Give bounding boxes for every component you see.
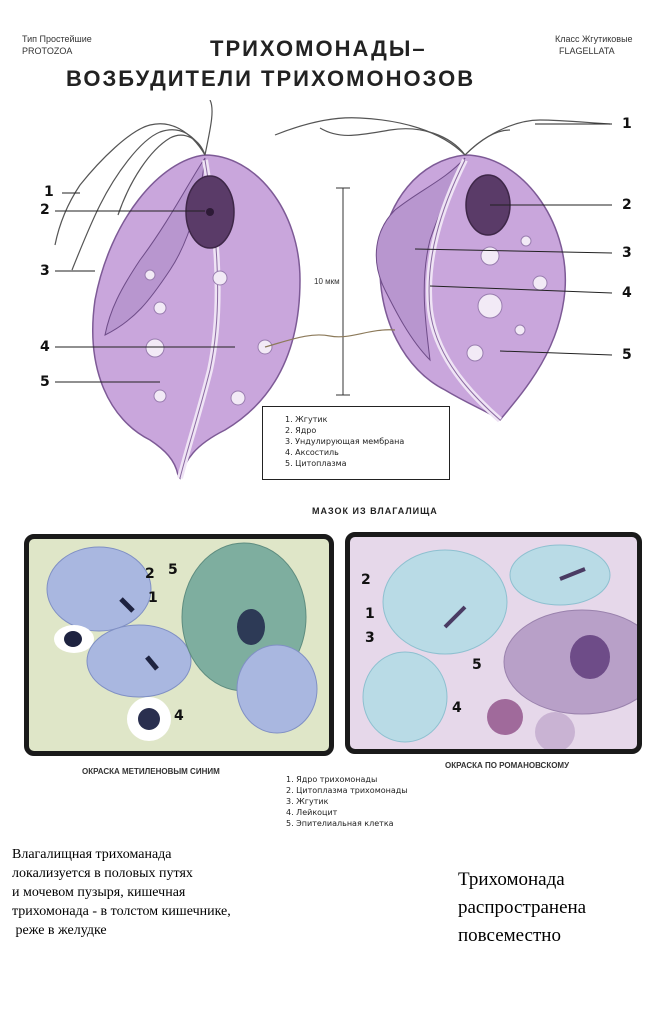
- title-line-2: ВОЗБУДИТЕЛИ ТРИХОМОНОЗОВ: [66, 66, 476, 91]
- class-label-ru: Класс Жгутиковые: [555, 34, 633, 44]
- micrograph-right-drawing: [350, 537, 637, 749]
- label-3-left: 3: [40, 263, 50, 279]
- label-3-right: 3: [622, 245, 632, 261]
- micro-right-label-5: 5: [472, 657, 482, 673]
- label-2-left: 2: [40, 202, 50, 218]
- smear-title: МАЗОК ИЗ ВЛАГАЛИЩА: [312, 506, 438, 516]
- legend-top-item: 4. Аксостиль: [285, 448, 339, 457]
- micro-left-label-2: 2: [145, 566, 155, 582]
- note-distribution: [458, 866, 586, 950]
- legend-bottom-item: 4. Лейкоцит: [286, 808, 338, 817]
- legend-top-item: 3. Ундулирующая мембрана: [285, 437, 405, 446]
- legend-top-item: 1. Жгутик: [285, 415, 328, 424]
- title-line-1: ТРИХОМОНАДЫ–: [210, 36, 427, 61]
- scale-bar: [336, 188, 350, 395]
- note-line: реже в желудке: [12, 923, 107, 938]
- label-1-left: 1: [44, 184, 54, 200]
- micro-left-label-5: 5: [168, 562, 178, 578]
- note-line: локализуется в половых путях: [12, 866, 193, 881]
- micro-right-label-1: 1: [365, 606, 375, 622]
- legend-bottom-item: 1. Ядро трихомонады: [286, 775, 378, 784]
- stain-caption-left: ОКРАСКА МЕТИЛЕНОВЫМ СИНИМ: [82, 767, 220, 776]
- legend-top-item: 5. Цитоплазма: [285, 459, 347, 468]
- stain-caption-right: ОКРАСКА ПО РОМАНОВСКОМУ: [445, 761, 570, 770]
- label-5-left: 5: [40, 374, 50, 390]
- micro-left-label-1: 1: [148, 590, 158, 606]
- legend-top: [262, 406, 450, 480]
- legend-top-item: 2. Ядро: [285, 426, 317, 435]
- note-line: трихомонада - в толстом кишечнике,: [12, 904, 231, 919]
- class-label-lat: FLAGELLATA: [559, 46, 615, 56]
- type-label-ru: Тип Простейшие: [22, 34, 92, 44]
- label-1-right: 1: [622, 116, 632, 132]
- label-4-right: 4: [622, 285, 632, 301]
- micro-left-label-4: 4: [174, 708, 184, 724]
- legend-bottom-item: 5. Эпителиальная клетка: [286, 819, 394, 828]
- label-5-right: 5: [622, 347, 632, 363]
- note-line: распространена: [458, 897, 587, 918]
- scale-label: 10 мкм: [314, 277, 340, 286]
- label-4-left: 4: [40, 339, 50, 355]
- micro-right-label-4: 4: [452, 700, 462, 716]
- note-line: Трихомонада: [458, 869, 565, 890]
- trichomonad-cell-right: [275, 118, 610, 420]
- legend-bottom: [286, 774, 408, 829]
- micrograph-romanowsky: [345, 532, 642, 754]
- micro-right-label-2: 2: [361, 572, 371, 588]
- micro-right-label-3: 3: [365, 630, 375, 646]
- legend-bottom-item: 2. Цитоплазма трихомонады: [286, 786, 408, 795]
- note-line: повсеместно: [458, 925, 561, 946]
- note-line: Влагалищная трихоманада: [12, 847, 172, 862]
- label-2-right: 2: [622, 197, 632, 213]
- type-label-lat: PROTOZOA: [22, 46, 73, 56]
- note-line: и мочевом пузыря, кишечная: [12, 885, 186, 900]
- legend-bottom-item: 3. Жгутик: [286, 797, 329, 806]
- note-localization: [12, 845, 231, 940]
